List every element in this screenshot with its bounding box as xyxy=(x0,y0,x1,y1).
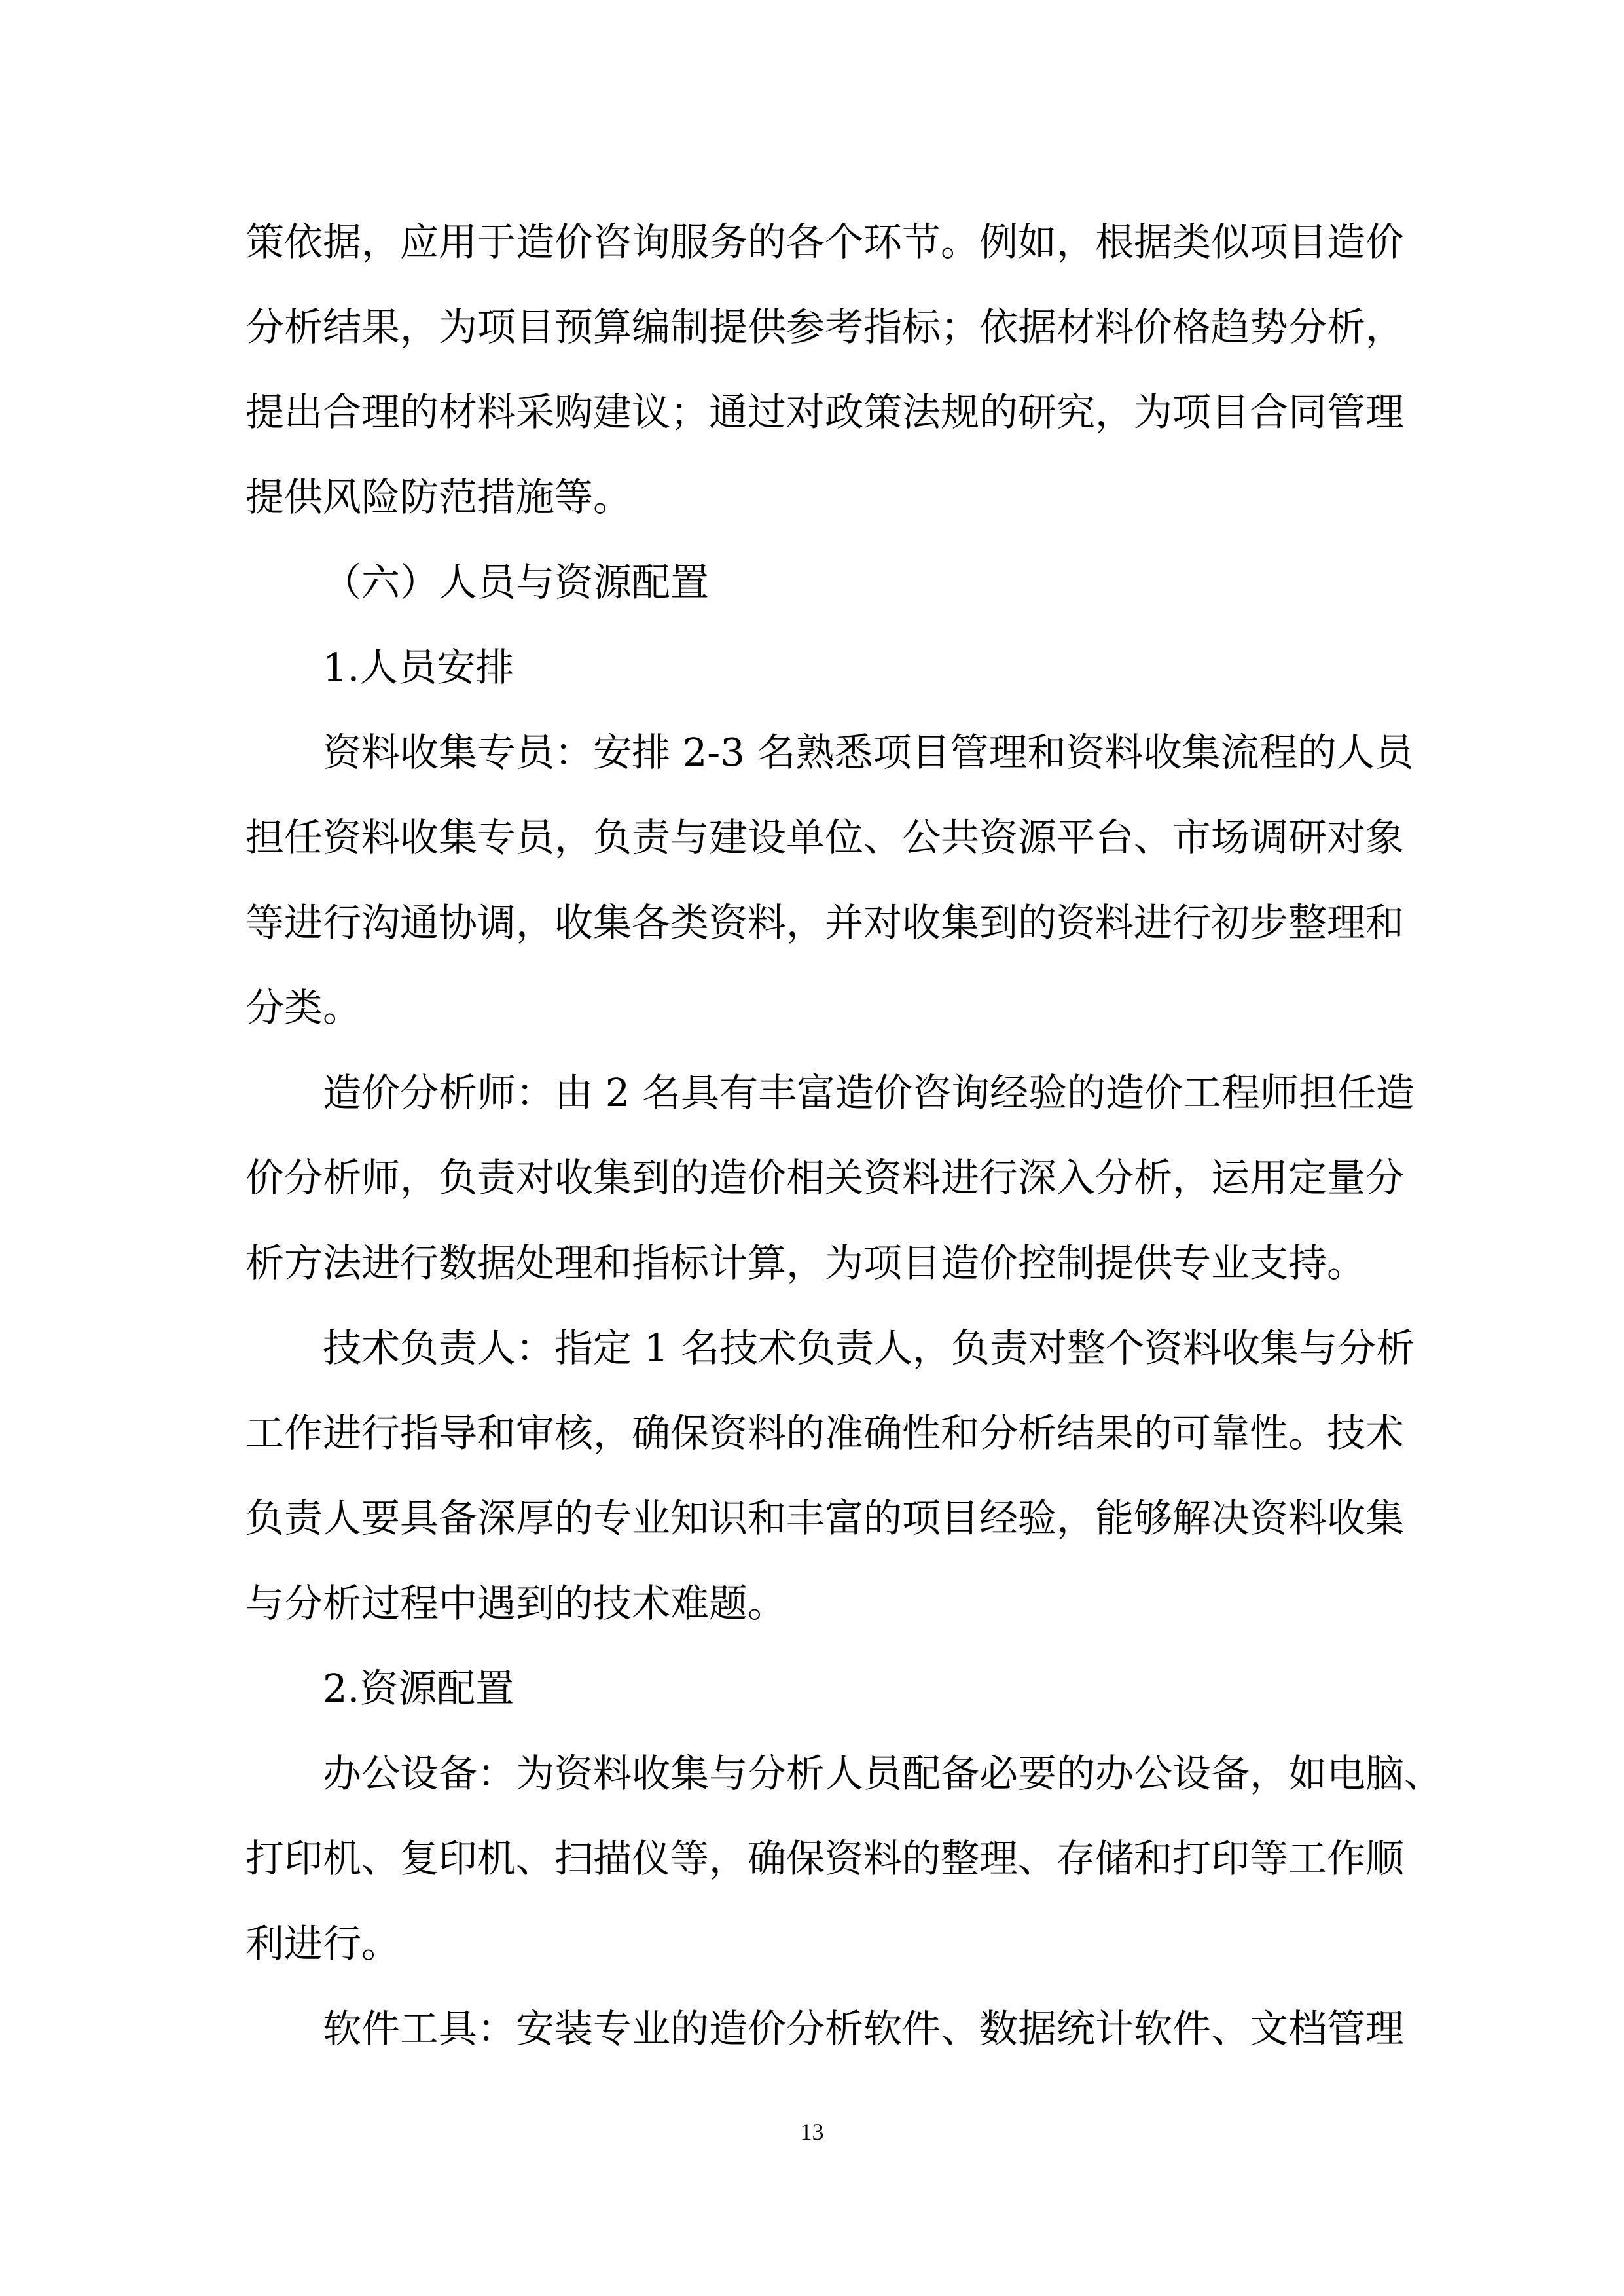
page-number: 13 xyxy=(800,2119,824,2145)
text-line: 负责人要具备深厚的专业知识和丰富的项目经验，能够解决资料收集 xyxy=(245,1496,1405,1541)
paragraph xyxy=(245,647,1375,732)
text-line: 造价分析师：由 2 名具有丰富造价咨询经验的造价工程师担任造 xyxy=(323,1070,1415,1115)
text-line: 打印机、复印机、扫描仪等，确保资料的整理、存储和打印等工作顺 xyxy=(245,1836,1405,1881)
text-line: 技术负责人：指定 1 名技术负责人，负责对整个资料收集与分析 xyxy=(323,1325,1415,1371)
text-line: 分析结果，为项目预算编制提供参考指标；依据材料价格趋势分析， xyxy=(245,304,1405,350)
paragraph xyxy=(245,219,1405,562)
paragraph xyxy=(245,1325,1415,1668)
paragraph xyxy=(245,562,1375,647)
text-line: （六）人员与资源配置 xyxy=(323,560,710,605)
text-line: 提供风险防范措施等。 xyxy=(245,475,632,520)
text-line: 等进行沟通协调，收集各类资料，并对收集到的资料进行初步整理和 xyxy=(245,900,1405,945)
paragraph xyxy=(245,1751,1443,2008)
document-body xyxy=(245,219,1443,2093)
text-line: 与分析过程中遇到的技术难题。 xyxy=(245,1581,787,1626)
text-line: 软件工具：安装专业的造价分析软件、数据统计软件、文档管理 xyxy=(323,2006,1405,2051)
paragraph xyxy=(245,730,1414,1072)
paragraph xyxy=(245,1070,1415,1327)
text-line: 分类。 xyxy=(245,985,362,1030)
text-line: 资料收集专员：安排 2-3 名熟悉项目管理和资料收集流程的人员 xyxy=(323,730,1414,775)
text-line: 1.人员安排 xyxy=(323,645,514,690)
text-line: 2.资源配置 xyxy=(323,1666,514,1711)
text-line: 担任资料收集专员，负责与建设单位、公共资源平台、市场调研对象 xyxy=(245,815,1405,860)
text-line: 工作进行指导和审核，确保资料的准确性和分析结果的可靠性。技术 xyxy=(245,1410,1405,1456)
paragraph xyxy=(245,2006,1405,2093)
text-line: 提出合理的材料采购建议；通过对政策法规的研究，为项目合同管理 xyxy=(245,389,1405,435)
text-line: 办公设备：为资料收集与分析人员配备必要的办公设备，如电脑、 xyxy=(323,1751,1443,1796)
text-line: 策依据，应用于造价咨询服务的各个环节。例如，根据类似项目造价 xyxy=(245,219,1405,264)
text-line: 利进行。 xyxy=(245,1921,401,1966)
text-line: 价分析师，负责对收集到的造价相关资料进行深入分析，运用定量分 xyxy=(245,1155,1405,1200)
paragraph xyxy=(245,1668,1375,1753)
text-line: 析方法进行数据处理和指标计算，为项目造价控制提供专业支持。 xyxy=(245,1240,1366,1285)
